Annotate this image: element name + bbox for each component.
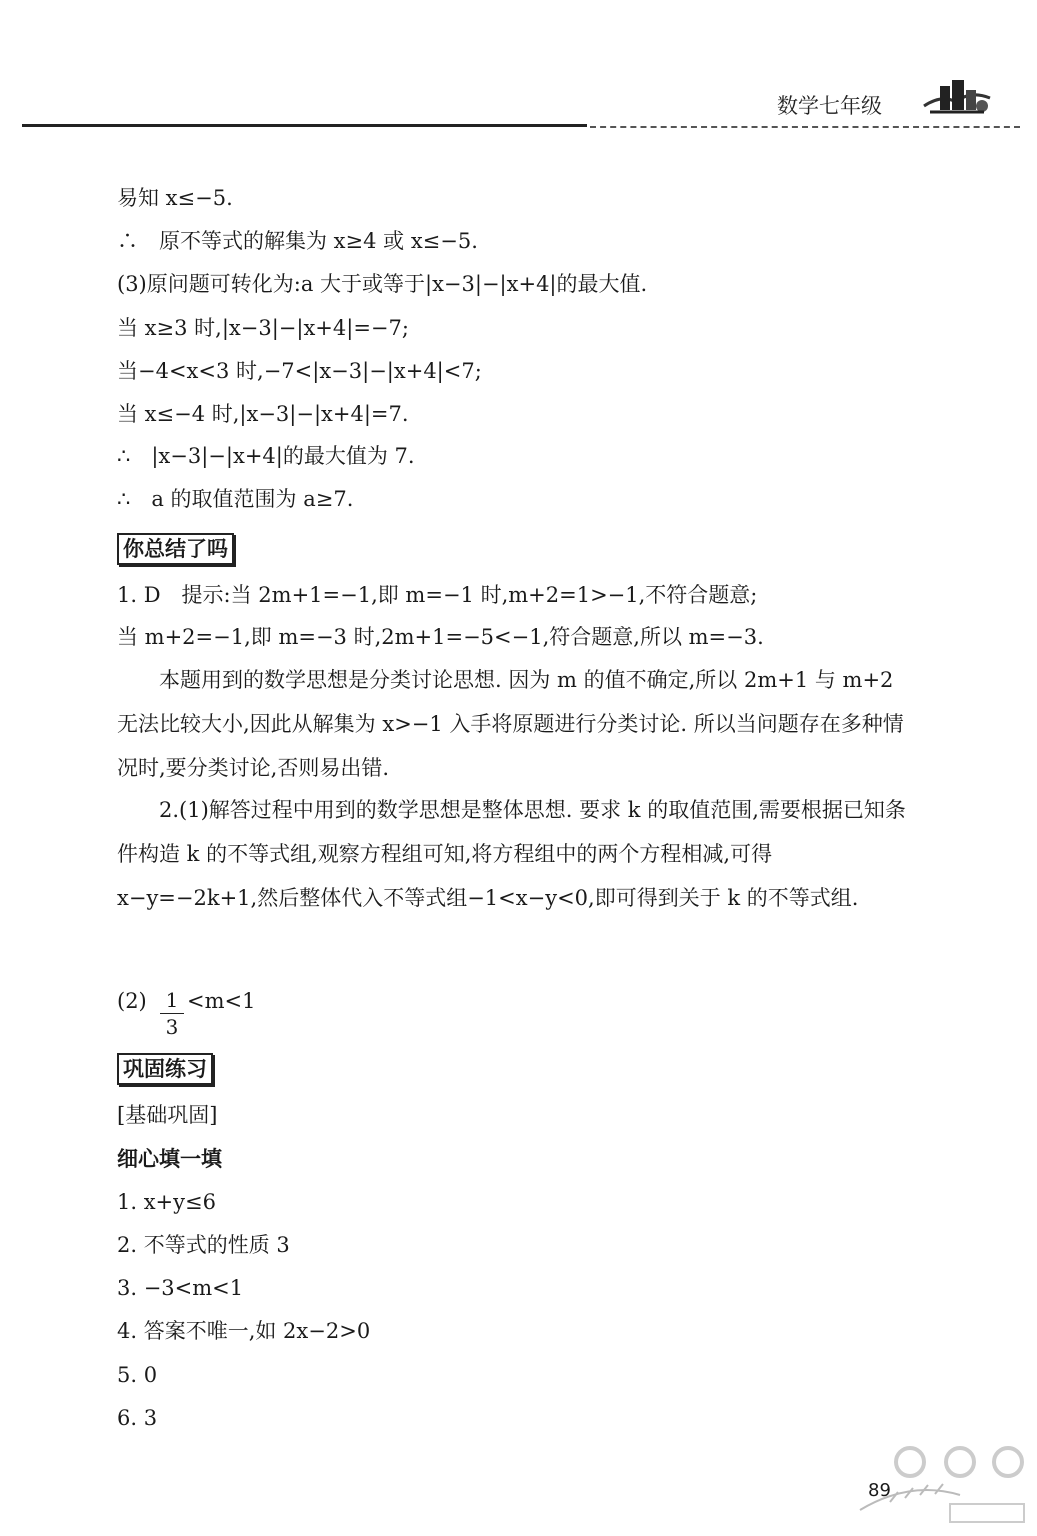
fraction-numerator: 1: [165, 988, 179, 1012]
answer-label: (2): [117, 989, 147, 1013]
paragraph: 本题用到的数学思想是分类讨论思想. 因为 m 的值不确定,所以 2m+1 与 m+2 无法比较大小,因此从解集为 x>−1 入手将原题进行分类讨论. 所以当问题存在多种情况时,要分类讨论,否则易出错.: [117, 668, 904, 780]
text-line: 1. D 提示:当 2m+1=−1,即 m=−1 时,m+2=1>−1,不符合题意;: [117, 583, 758, 607]
text-line: ∴ a 的取值范围为 a≥7.: [117, 487, 354, 511]
text-line: 当 m+2=−1,即 m=−3 时,2m+1=−5<−1,符合题意,所以 m=−3.: [117, 625, 764, 649]
fraction-bar: [160, 1013, 184, 1014]
page-header-title: 数学七年级: [777, 94, 882, 118]
text-line: ∴ |x−3|−|x+4|的最大值为 7.: [117, 444, 415, 468]
fraction: [160, 988, 184, 1039]
page-number: 89: [868, 1480, 891, 1501]
book-logo-icon: [922, 76, 992, 120]
header-dashed-rule: [590, 126, 1020, 128]
answer-item: 5. 0: [117, 1363, 158, 1387]
section-heading-summary: 你总结了吗: [117, 533, 234, 565]
answer-item: 6. 3: [117, 1406, 158, 1430]
text-line: 当 x≥3 时,|x−3|−|x+4|=−7;: [117, 316, 409, 340]
section-heading-practice: 巩固练习: [117, 1053, 213, 1085]
text-line: (3)原问题可转化为:a 大于或等于|x−3|−|x+4|的最大值.: [117, 272, 648, 296]
answer-item: 1. x+y≤6: [117, 1190, 216, 1214]
paragraph: 2.(1)解答过程中用到的数学思想是整体思想. 要求 k 的取值范围,需要根据已知条件构造 k 的不等式组,观察方程组可知,将方程组中的两个方程相减,可得 x−y=−2k+1,然后整体代入不等式组−1<x−y<0,即可得到关于 k 的不等式组.: [117, 798, 906, 910]
subsection-title: 细心填一填: [117, 1147, 222, 1171]
text-line: 当 x≤−4 时,|x−3|−|x+4|=7.: [117, 402, 409, 426]
header-rule: [22, 124, 587, 127]
category-label: [基础巩固]: [117, 1103, 218, 1127]
text-line: ∴ 原不等式的解集为 x≥4 或 x≤−5.: [117, 229, 478, 253]
answer-tail: <m<1: [187, 989, 256, 1013]
answer-item: 3. −3<m<1: [117, 1276, 244, 1300]
fraction-denominator: 3: [165, 1015, 179, 1039]
text-line: 易知 x≤−5.: [117, 186, 233, 210]
answer-item: 2. 不等式的性质 3: [117, 1233, 290, 1257]
answer-item: 4. 答案不唯一,如 2x−2>0: [117, 1319, 371, 1343]
text-line: 当−4<x<3 时,−7<|x−3|−|x+4|<7;: [117, 359, 482, 383]
